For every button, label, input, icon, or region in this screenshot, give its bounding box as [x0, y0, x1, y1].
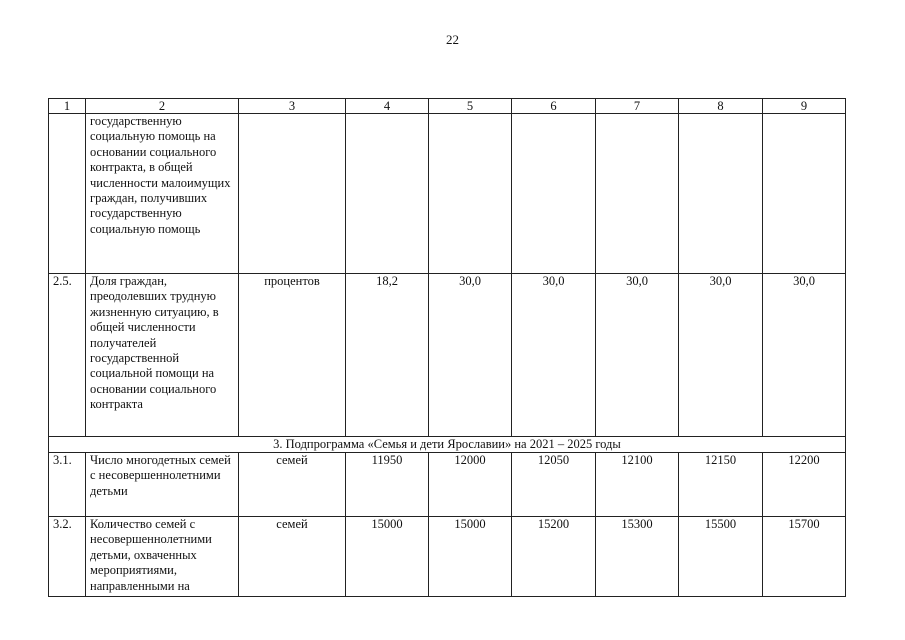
header-row	[49, 99, 846, 114]
value-cell: 30,0	[429, 274, 512, 437]
value-cell: 30,0	[512, 274, 596, 437]
row-number: 3.2.	[49, 517, 86, 597]
section-row	[49, 437, 846, 453]
table-row	[49, 517, 846, 597]
unit-cell	[239, 114, 346, 274]
unit-cell: семей	[239, 453, 346, 517]
header-cell: 7	[596, 99, 679, 114]
value-cell: 12100	[596, 453, 679, 517]
value-cell	[429, 114, 512, 274]
table-row	[49, 453, 846, 517]
table-row	[49, 274, 846, 437]
header-cell: 9	[763, 99, 846, 114]
value-cell: 15500	[679, 517, 763, 597]
row-number: 2.5.	[49, 274, 86, 437]
header-cell: 1	[49, 99, 86, 114]
value-cell: 15700	[763, 517, 846, 597]
indicator-name: Количество семей с несовершеннолетними детьми, охваченных мероприятиями, направленными на	[86, 517, 239, 597]
value-cell: 12050	[512, 453, 596, 517]
value-cell: 18,2	[346, 274, 429, 437]
unit-cell: семей	[239, 517, 346, 597]
value-cell	[346, 114, 429, 274]
indicator-name: Число многодетных семей с несовершеннолетними детьми	[86, 453, 239, 517]
value-cell: 15200	[512, 517, 596, 597]
header-cell: 6	[512, 99, 596, 114]
value-cell: 15300	[596, 517, 679, 597]
value-cell	[596, 114, 679, 274]
unit-cell: процентов	[239, 274, 346, 437]
value-cell	[763, 114, 846, 274]
value-cell: 30,0	[679, 274, 763, 437]
value-cell: 30,0	[596, 274, 679, 437]
page-number: 22	[446, 32, 459, 47]
value-cell: 15000	[429, 517, 512, 597]
value-cell	[679, 114, 763, 274]
value-cell: 12000	[429, 453, 512, 517]
value-cell	[512, 114, 596, 274]
value-cell: 12150	[679, 453, 763, 517]
indicator-name: Доля граждан, преодолевших трудную жизненную ситуацию, в общей численности получателей государственной социальной помощи на основании социального контракта	[86, 274, 239, 437]
header-cell: 5	[429, 99, 512, 114]
header-cell: 8	[679, 99, 763, 114]
header-cell: 2	[86, 99, 239, 114]
section-title: 3. Подпрограмма «Семья и дети Ярославии» на 2021 – 2025 годы	[49, 437, 846, 453]
header-cell: 3	[239, 99, 346, 114]
value-cell: 12200	[763, 453, 846, 517]
row-number	[49, 114, 86, 274]
table-row	[49, 114, 846, 274]
value-cell: 30,0	[763, 274, 846, 437]
value-cell: 11950	[346, 453, 429, 517]
indicator-name: государственную социальную помощь на основании социального контракта, в общей численности малоимущих граждан, получивших государственную социальную помощь	[86, 114, 239, 274]
header-cell: 4	[346, 99, 429, 114]
value-cell: 15000	[346, 517, 429, 597]
row-number: 3.1.	[49, 453, 86, 517]
indicators-table	[48, 98, 846, 597]
